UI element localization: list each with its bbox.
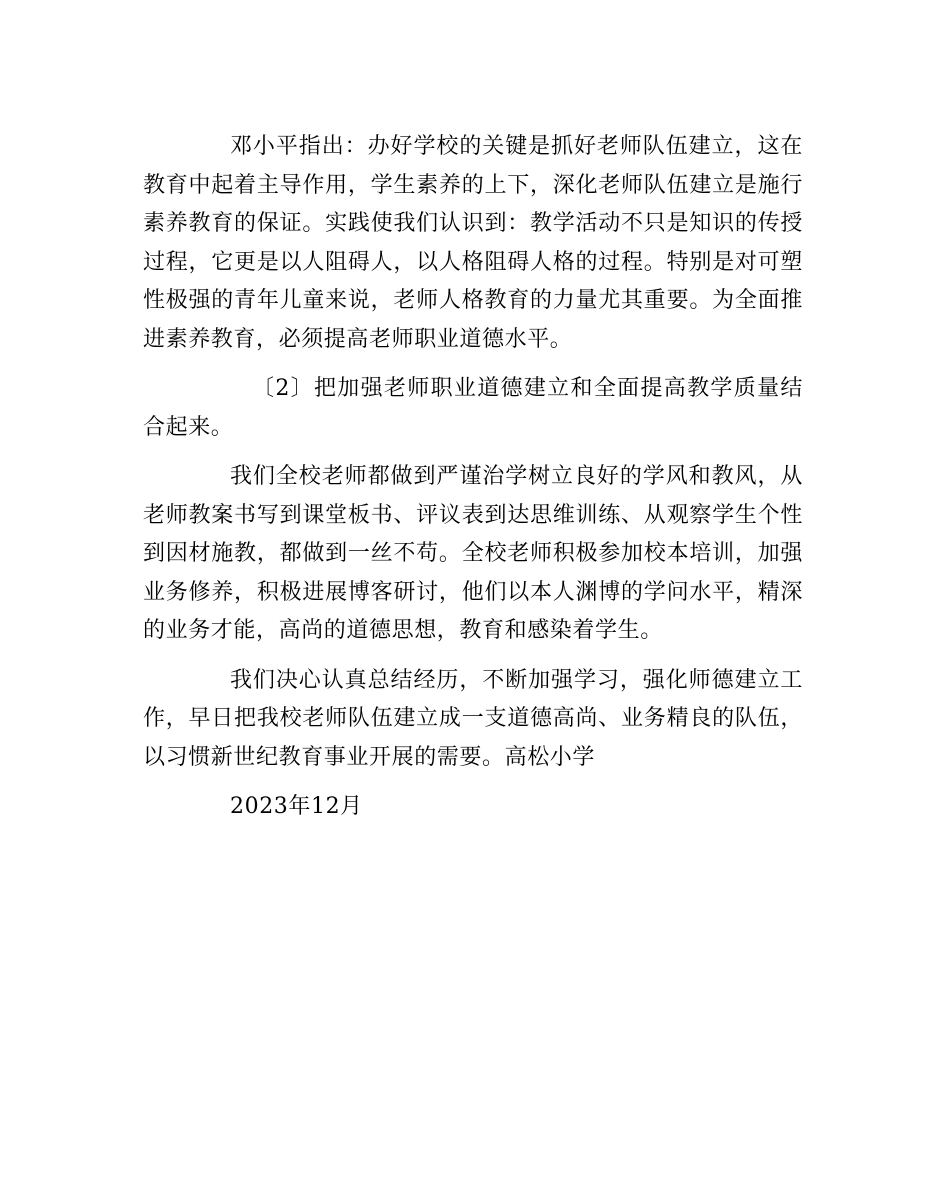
paragraph-2-heading: 〔2〕把加强老师职业道德建立和全面提高教学质量结合起来。: [143, 376, 803, 440]
document-body: [143, 128, 803, 827]
paragraph-1: 邓小平指出：办好学校的关键是抓好老师队伍建立，这在教育中起着主导作用，学生素养的上下，深化老师队伍建立是施行素养教育的保证。实践使我们认识到：教学活动不只是知识的传授过程，它更是以人阻碍人，以人格阻碍人格的过程。特别是对可塑性极强的青年儿童来说，老师人格教育的力量尤其重要。为全面推进素养教育，必须提高老师职业道德水平。: [143, 134, 803, 352]
paragraph-3: 我们全校老师都做到严谨治学树立良好的学风和教风，从老师教案书写到课堂板书、评议表到达思维训练、从观察学生个性到因材施教，都做到一丝不苟。全校老师积极参加校本培训，加强业务修养，积极进展博客研讨，他们以本人渊博的学问水平，精深的业务才能，高尚的道德思想，教育和感染着学生。: [143, 464, 803, 643]
document-date: 2023年12月: [230, 794, 363, 819]
paragraph-4: 我们决心认真总结经历，不断加强学习，强化师德建立工作，早日把我校老师队伍建立成一支道德高尚、业务精良的队伍，以习惯新世纪教育事业开展的需要。高松小学: [143, 667, 803, 770]
